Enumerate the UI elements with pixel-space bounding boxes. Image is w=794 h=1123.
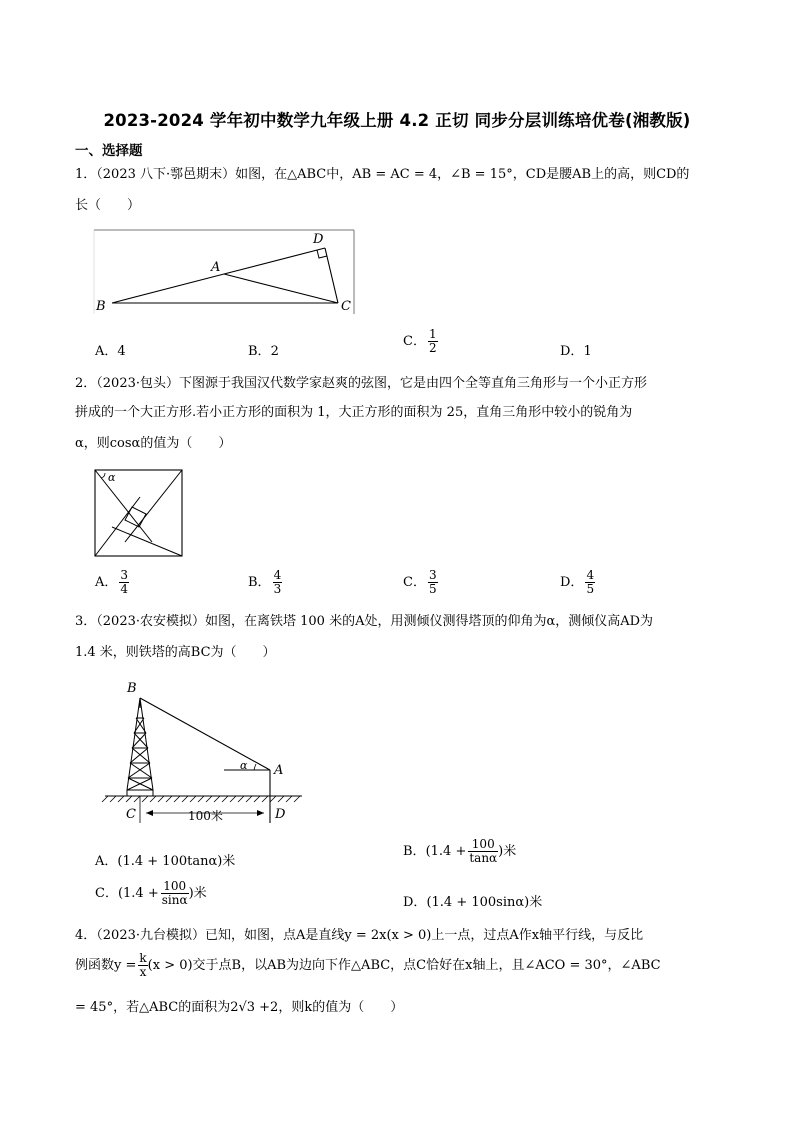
q3-option-d[interactable]: D．(1.4 + 100sinα)米: [403, 895, 543, 910]
q1-figure: [92, 228, 358, 318]
q2-small-square: [125, 507, 146, 527]
q3-label-d: D: [275, 807, 286, 822]
q1-option-a[interactable]: A．4: [95, 344, 126, 359]
q3-label-a: A: [274, 763, 284, 778]
q1-side-ac: [224, 274, 338, 303]
q1-option-b[interactable]: B．2: [248, 344, 279, 359]
page-title: 2023-2024 学年初中数学九年级上册 4.2 正切 同步分层训练培优卷(湘教版): [103, 111, 691, 130]
q2-option-d[interactable]: D． $\frac{4}{5}$: [560, 568, 595, 596]
q2-stem-line3: α，则cosα的值为（ ）: [75, 436, 232, 451]
q3-alpha-label: α: [240, 759, 248, 772]
q1-stem-line2: 长（ ）: [75, 198, 141, 213]
q2-stem-line2: 拼成的一个大正方形.若小正方形的面积为 1，大正方形的面积为 25，直角三角形中较小的锐角为: [75, 405, 633, 420]
q2-stem-line1: 2．（2023·包头）下图源于我国汉代数学家赵爽的弦图，它是由四个全等直角三角形与一个小正方形: [75, 376, 647, 391]
q3-option-c[interactable]: C．(1.4 + $\frac{100}{\sin\alpha}$ )米: [95, 879, 207, 907]
q3-figure: [100, 678, 310, 828]
section-heading: 一、选择题: [75, 143, 143, 159]
q1-label-a: A: [211, 260, 221, 275]
q3-stem-line2: 1.4 米，则铁塔的高BC为（ ）: [75, 645, 276, 660]
q3-label-b: B: [127, 681, 137, 696]
q3-sight-line: [140, 698, 270, 770]
q1-extension-ad: [224, 248, 325, 274]
q3-distance-label: 100米: [188, 809, 223, 823]
q2-option-a[interactable]: A． $\frac{3}{4}$: [95, 568, 129, 596]
q3-stem-line1: 3．（2023·农安模拟）如图，在离铁塔 100 米的A处，用测倾仪测得塔顶的仰角为α，测倾仪高AD为: [75, 614, 654, 629]
q1-side-ba: [112, 274, 224, 303]
q1-label-c: C: [341, 299, 351, 314]
q1-option-d[interactable]: D．1: [560, 344, 592, 359]
q1-stem-line1: 1．（2023 八下·鄠邑期末）如图，在△ABC中，AB = AC = 4，∠B = 15°，CD是腰AB上的高，则CD的: [75, 167, 690, 182]
q2-option-c[interactable]: C． $\frac{3}{5}$: [403, 568, 437, 596]
q3-option-b[interactable]: B．(1.4 + $\frac{100}{\tan\alpha}$ )米: [403, 837, 517, 865]
q3-option-a[interactable]: A．(1.4 + 100tanα)米: [95, 854, 236, 869]
q4-stem-line1: 4．（2023·九台模拟）已知，如图，点A是直线y = 2x(x > 0)上一点，过点A作x轴平行线，与反比: [75, 928, 644, 943]
q4-stem-line3: = 45°，若△ABC的面积为2√3 +2，则k的值为（ ）: [75, 1000, 404, 1015]
q4-stem-line2: 例函数y = $\frac{k}{x}$ (x > 0)交于点B，以AB为边向下作△ABC，点C恰好在x轴上，且∠ACO = 30°，∠ABC: [75, 951, 661, 979]
q2-option-b[interactable]: B． $\frac{4}{3}$: [248, 568, 282, 596]
q2-figure: [92, 467, 186, 559]
q1-label-d: D: [313, 232, 324, 247]
q3-tower: [127, 698, 153, 796]
q3-label-c: C: [126, 807, 136, 822]
q1-label-b: B: [96, 299, 106, 314]
q1-option-c[interactable]: C． $\frac{1}{2}$: [403, 327, 437, 355]
q2-alpha-label: α: [108, 471, 116, 484]
